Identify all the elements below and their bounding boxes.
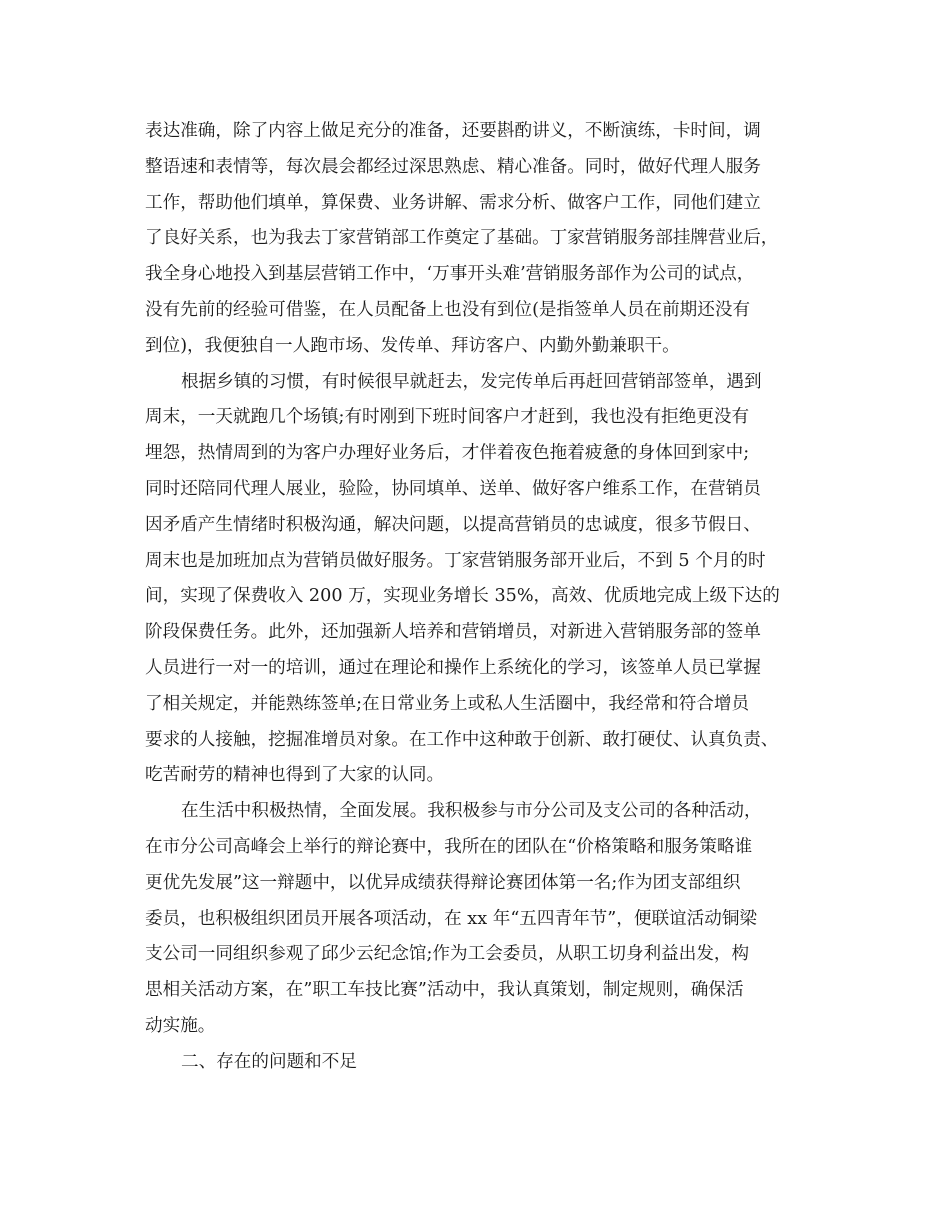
text-line: 埋怨，热情周到的为客户办理好业务后，才伴着夜色拖着疲惫的身体回到家中; [145, 443, 750, 464]
text-line: 支公司一同组织参观了邱少云纪念馆;作为工会委员，从职工切身利益出发，构 [145, 944, 750, 965]
text-line: 我全身心地投入到基层营销工作中，‘万事开头难’营销服务部作为公司的试点， [145, 264, 755, 285]
text-line: 整语速和表情等，每次晨会都经过深思熟虑、精心准备。同时，做好代理人服务 [145, 156, 761, 177]
text-line: 要求的人接触，挖掘准增员对象。在工作中这种敢于创新、敢打硬仗、认真负责、 [145, 729, 779, 750]
text-line: 表达准确，除了内容上做足充分的准备，还要斟酌讲义，不断演练，卡时间，调 [145, 121, 761, 141]
text-line: 人员进行一对一的培训，通过在理论和操作上系统化的学习，该签单人员已掌握 [145, 657, 761, 678]
text-line: 委员，也积极组织团员开展各项活动，在 xx 年“五四青年节”，便联谊活动铜梁 [145, 908, 758, 929]
text-line: 吃苦耐劳的精神也得到了大家的认同。 [145, 765, 445, 786]
text-line: 更优先发展”这一辩题中，以优异成绩获得辩论赛团体第一名;作为团支部组织 [145, 872, 741, 893]
text-line: 根据乡镇的习惯，有时候很早就赶去，发完传单后再赶回营销部签单，遇到 [181, 371, 762, 392]
text-line: 在生活中积极热情，全面发展。我积极参与市分公司及支公司的各种活动， [181, 801, 762, 822]
text-line: 周末，一天就跑几个场镇;有时刚到下班时间客户才赶到，我也没有拒绝更没有 [145, 407, 750, 428]
text-line: 在市分公司高峰会上举行的辩论赛中，我所在的团队在“价格策略和服务策略谁 [145, 836, 753, 857]
text-line: 没有先前的经验可借鉴，在人员配备上也没有到位(是指签单人员在前期还没有 [145, 299, 751, 320]
document-body [145, 114, 815, 1081]
text-line: 思相关活动方案，在”职工车技比赛”活动中，我认真策划，制定规则，确保活 [145, 980, 744, 1001]
text-line: 了相关规定，并能熟练签单;在日常业务上或私人生活圈中，我经常和符合增员 [145, 693, 750, 714]
text-line: 因矛盾产生情绪时积极沟通，解决问题，以提高营销员的忠诚度，很多节假日、 [145, 514, 761, 535]
text-line: 动实施。 [145, 1015, 216, 1036]
text-line: 阶段保费任务。此外，还加强新人培养和营销增员，对新进入营销服务部的签单 [145, 622, 761, 643]
text-line: 间，实现了保费收入 200 万，实现业务增长 35%，高效、优质地完成上级下达的 [145, 586, 780, 607]
text-line: 到位)，我便独自一人跑市场、发传单、拜访客户、内勤外勤兼职干。 [145, 335, 680, 356]
text-line: 了良好关系，也为我去丁家营销部工作奠定了基础。丁家营销服务部挂牌营业后， [145, 228, 779, 249]
text-line: 周末也是加班加点为营销员做好服务。丁家营销服务部开业后，不到 5 个月的时 [145, 550, 766, 571]
text-line: 同时还陪同代理人展业，验险，协同填单、送单、做好客户维系工作，在营销员 [145, 478, 761, 499]
text-line: 二、存在的问题和不足 [181, 1051, 357, 1072]
text-line: 工作，帮助他们填单，算保费、业务讲解、需求分析、做客户工作，同他们建立 [145, 192, 761, 213]
